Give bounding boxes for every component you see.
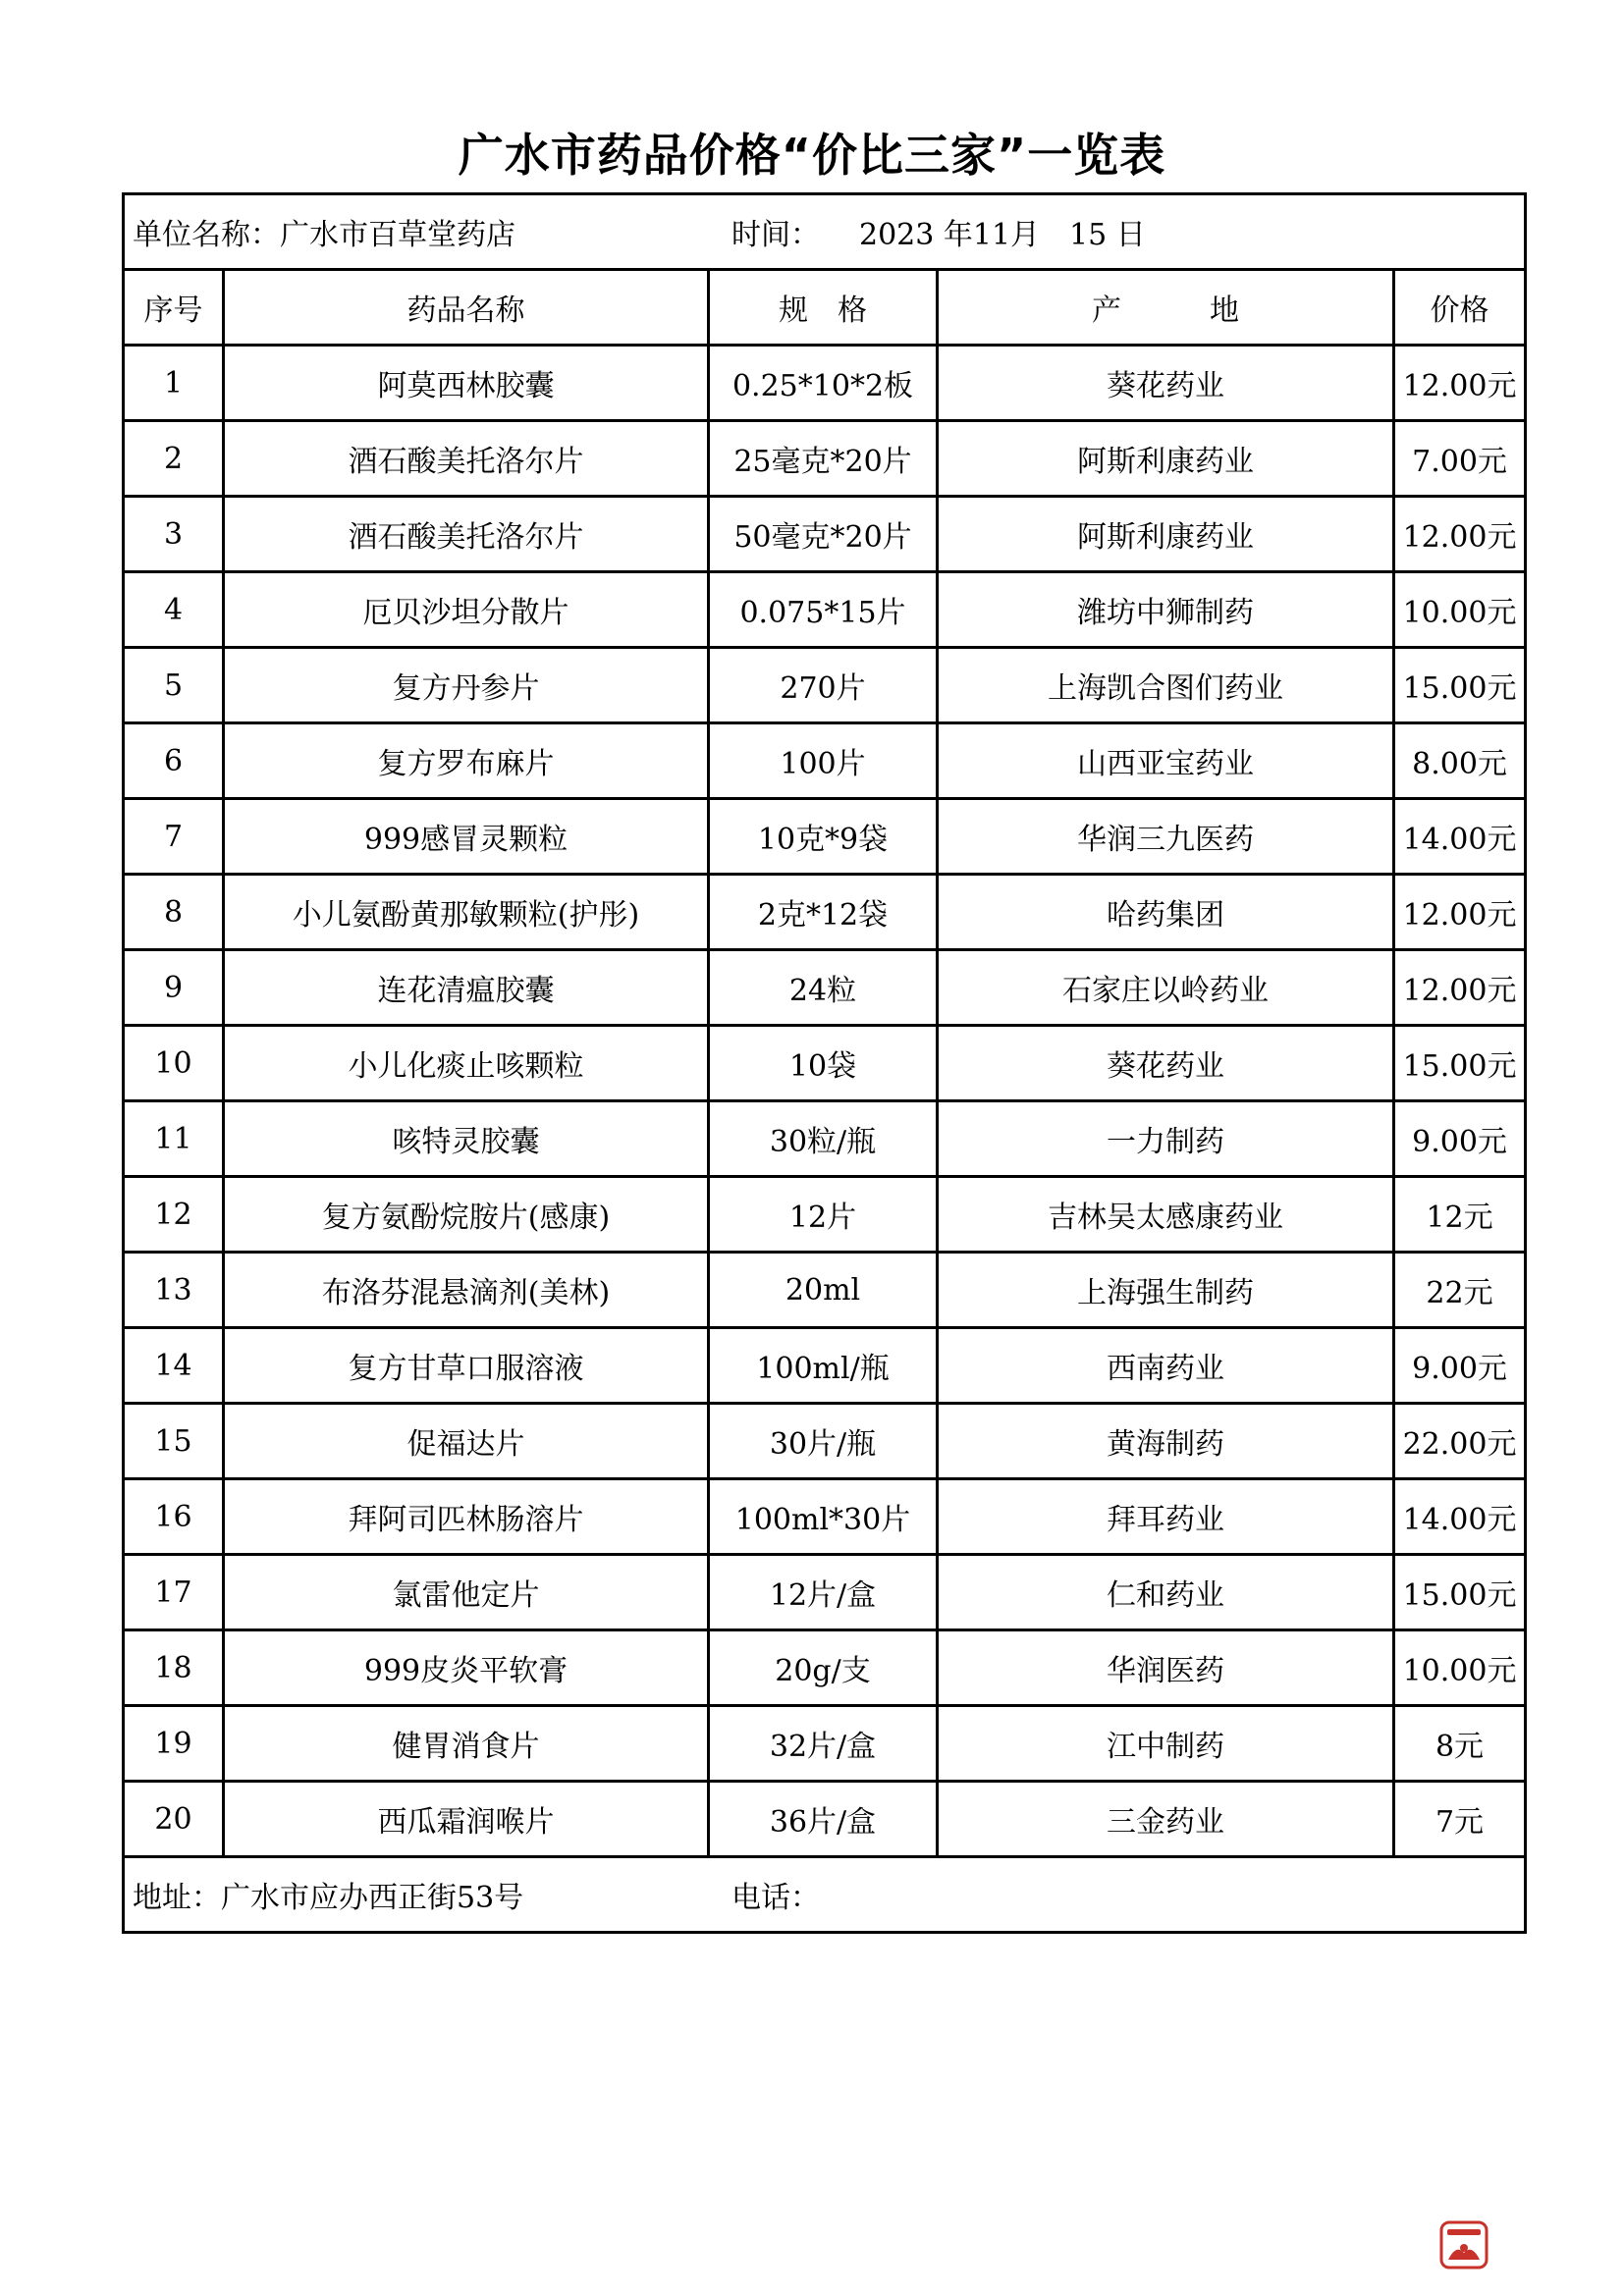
drug-origin: 一力制药 [938,1101,1394,1177]
row-number: 1 [124,346,224,421]
header-info-cell [124,194,1526,270]
drug-price: 8.00元 [1394,723,1526,799]
drug-name: 促福达片 [224,1404,709,1479]
row-number: 8 [124,875,224,950]
drug-price: 12.00元 [1394,950,1526,1026]
footer-info-row [124,1857,1526,1933]
table-row [124,421,1526,497]
table-row [124,1253,1526,1328]
column-header-origin: 产 地 [938,270,1394,346]
table-row [124,572,1526,648]
drug-spec: 36片/盒 [709,1782,938,1857]
table-row [124,1177,1526,1253]
table-row [124,1706,1526,1782]
drug-origin: 吉林吴太感康药业 [938,1177,1394,1253]
drug-price: 9.00元 [1394,1328,1526,1404]
unit-name-label: 单位名称：广水市百草堂药店 [133,218,515,252]
drug-origin: 江中制药 [938,1706,1394,1782]
row-number: 18 [124,1630,224,1706]
column-header-no: 序号 [124,270,224,346]
table-row [124,723,1526,799]
table-row [124,950,1526,1026]
page-title: 广水市药品价格“价比三家”一览表 [458,129,1166,182]
drug-name: 999感冒灵颗粒 [224,799,709,875]
drug-spec: 30粒/瓶 [709,1101,938,1177]
drug-name: 复方丹参片 [224,648,709,723]
row-number: 3 [124,497,224,572]
drug-spec: 0.075*15片 [709,572,938,648]
table-row [124,1782,1526,1857]
drug-name: 布洛芬混悬滴剂(美林) [224,1253,709,1328]
drug-spec: 24粒 [709,950,938,1026]
drug-spec: 100ml*30片 [709,1479,938,1555]
drug-price: 22.00元 [1394,1404,1526,1479]
drug-origin: 黄海制药 [938,1404,1394,1479]
column-header-row [124,270,1526,346]
row-number: 10 [124,1026,224,1101]
drug-price: 12.00元 [1394,875,1526,950]
drug-name: 阿莫西林胶囊 [224,346,709,421]
table-row [124,1479,1526,1555]
column-header-name: 药品名称 [224,270,709,346]
drug-name: 999皮炎平软膏 [224,1630,709,1706]
drug-spec: 10袋 [709,1026,938,1101]
row-number: 20 [124,1782,224,1857]
drug-name: 小儿化痰止咳颗粒 [224,1026,709,1101]
drug-name: 咳特灵胶囊 [224,1101,709,1177]
drug-spec: 100ml/瓶 [709,1328,938,1404]
phone-label: 电话： [731,1881,820,1915]
drug-origin: 拜耳药业 [938,1479,1394,1555]
drug-name: 氯雷他定片 [224,1555,709,1630]
footer-info-cell [124,1857,1526,1933]
drug-origin: 石家庄以岭药业 [938,950,1394,1026]
drug-origin: 潍坊中狮制药 [938,572,1394,648]
drug-origin: 华润三九医药 [938,799,1394,875]
drug-price: 14.00元 [1394,1479,1526,1555]
row-number: 16 [124,1479,224,1555]
table-row [124,1404,1526,1479]
drug-spec: 32片/盒 [709,1706,938,1782]
table-row [124,648,1526,723]
logo-stamp-icon [1439,2220,1489,2269]
column-header-spec: 规 格 [709,270,938,346]
drug-spec: 100片 [709,723,938,799]
drug-name: 拜阿司匹林肠溶片 [224,1479,709,1555]
table-row [124,1328,1526,1404]
drug-spec: 0.25*10*2板 [709,346,938,421]
drug-origin: 山西亚宝药业 [938,723,1394,799]
drug-price: 12.00元 [1394,346,1526,421]
drug-name: 酒石酸美托洛尔片 [224,497,709,572]
drug-spec: 2克*12袋 [709,875,938,950]
row-number: 11 [124,1101,224,1177]
row-number: 13 [124,1253,224,1328]
row-number: 9 [124,950,224,1026]
drug-name: 连花清瘟胶囊 [224,950,709,1026]
header-info-row [124,194,1526,270]
drug-origin: 上海凯合图们药业 [938,648,1394,723]
drug-price: 7.00元 [1394,421,1526,497]
drug-price: 10.00元 [1394,1630,1526,1706]
drug-price: 15.00元 [1394,1026,1526,1101]
drug-origin: 上海强生制药 [938,1253,1394,1328]
drug-price: 15.00元 [1394,1555,1526,1630]
row-number: 17 [124,1555,224,1630]
drug-price: 12.00元 [1394,497,1526,572]
drug-price: 7元 [1394,1782,1526,1857]
drug-name: 健胃消食片 [224,1706,709,1782]
table-row [124,346,1526,421]
drug-spec: 25毫克*20片 [709,421,938,497]
address-label: 地址：广水市应办西正街53号 [133,1881,524,1915]
table-row [124,1101,1526,1177]
row-number: 14 [124,1328,224,1404]
drug-origin: 阿斯利康药业 [938,497,1394,572]
table-row [124,875,1526,950]
time-value: 2023 年11月 15 日 [859,218,1146,252]
drug-origin: 哈药集团 [938,875,1394,950]
table-row [124,1026,1526,1101]
drug-spec: 20ml [709,1253,938,1328]
drug-origin: 葵花药业 [938,346,1394,421]
drug-spec: 10克*9袋 [709,799,938,875]
row-number: 19 [124,1706,224,1782]
drug-price: 14.00元 [1394,799,1526,875]
drug-spec: 20g/支 [709,1630,938,1706]
drug-spec: 270片 [709,648,938,723]
drug-name: 复方罗布麻片 [224,723,709,799]
row-number: 4 [124,572,224,648]
drug-name: 小儿氨酚黄那敏颗粒(护彤) [224,875,709,950]
row-number: 15 [124,1404,224,1479]
price-table [122,192,1527,1934]
row-number: 6 [124,723,224,799]
time-label: 时间： [731,218,820,252]
drug-origin: 西南药业 [938,1328,1394,1404]
drug-name: 复方甘草口服溶液 [224,1328,709,1404]
row-number: 7 [124,799,224,875]
drug-name: 厄贝沙坦分散片 [224,572,709,648]
row-number: 12 [124,1177,224,1253]
drug-spec: 50毫克*20片 [709,497,938,572]
drug-price: 12元 [1394,1177,1526,1253]
column-header-price: 价格 [1394,270,1526,346]
drug-name: 复方氨酚烷胺片(感康) [224,1177,709,1253]
drug-origin: 三金药业 [938,1782,1394,1857]
drug-origin: 华润医药 [938,1630,1394,1706]
table-row [124,1555,1526,1630]
drug-origin: 葵花药业 [938,1026,1394,1101]
drug-spec: 12片 [709,1177,938,1253]
drug-price: 10.00元 [1394,572,1526,648]
drug-name: 酒石酸美托洛尔片 [224,421,709,497]
drug-origin: 阿斯利康药业 [938,421,1394,497]
row-number: 2 [124,421,224,497]
drug-spec: 30片/瓶 [709,1404,938,1479]
drug-price: 8元 [1394,1706,1526,1782]
table-row [124,497,1526,572]
table-row [124,1630,1526,1706]
drug-name: 西瓜霜润喉片 [224,1782,709,1857]
drug-price: 15.00元 [1394,648,1526,723]
row-number: 5 [124,648,224,723]
drug-spec: 12片/盒 [709,1555,938,1630]
drug-origin: 仁和药业 [938,1555,1394,1630]
table-row [124,799,1526,875]
drug-price: 9.00元 [1394,1101,1526,1177]
drug-price: 22元 [1394,1253,1526,1328]
